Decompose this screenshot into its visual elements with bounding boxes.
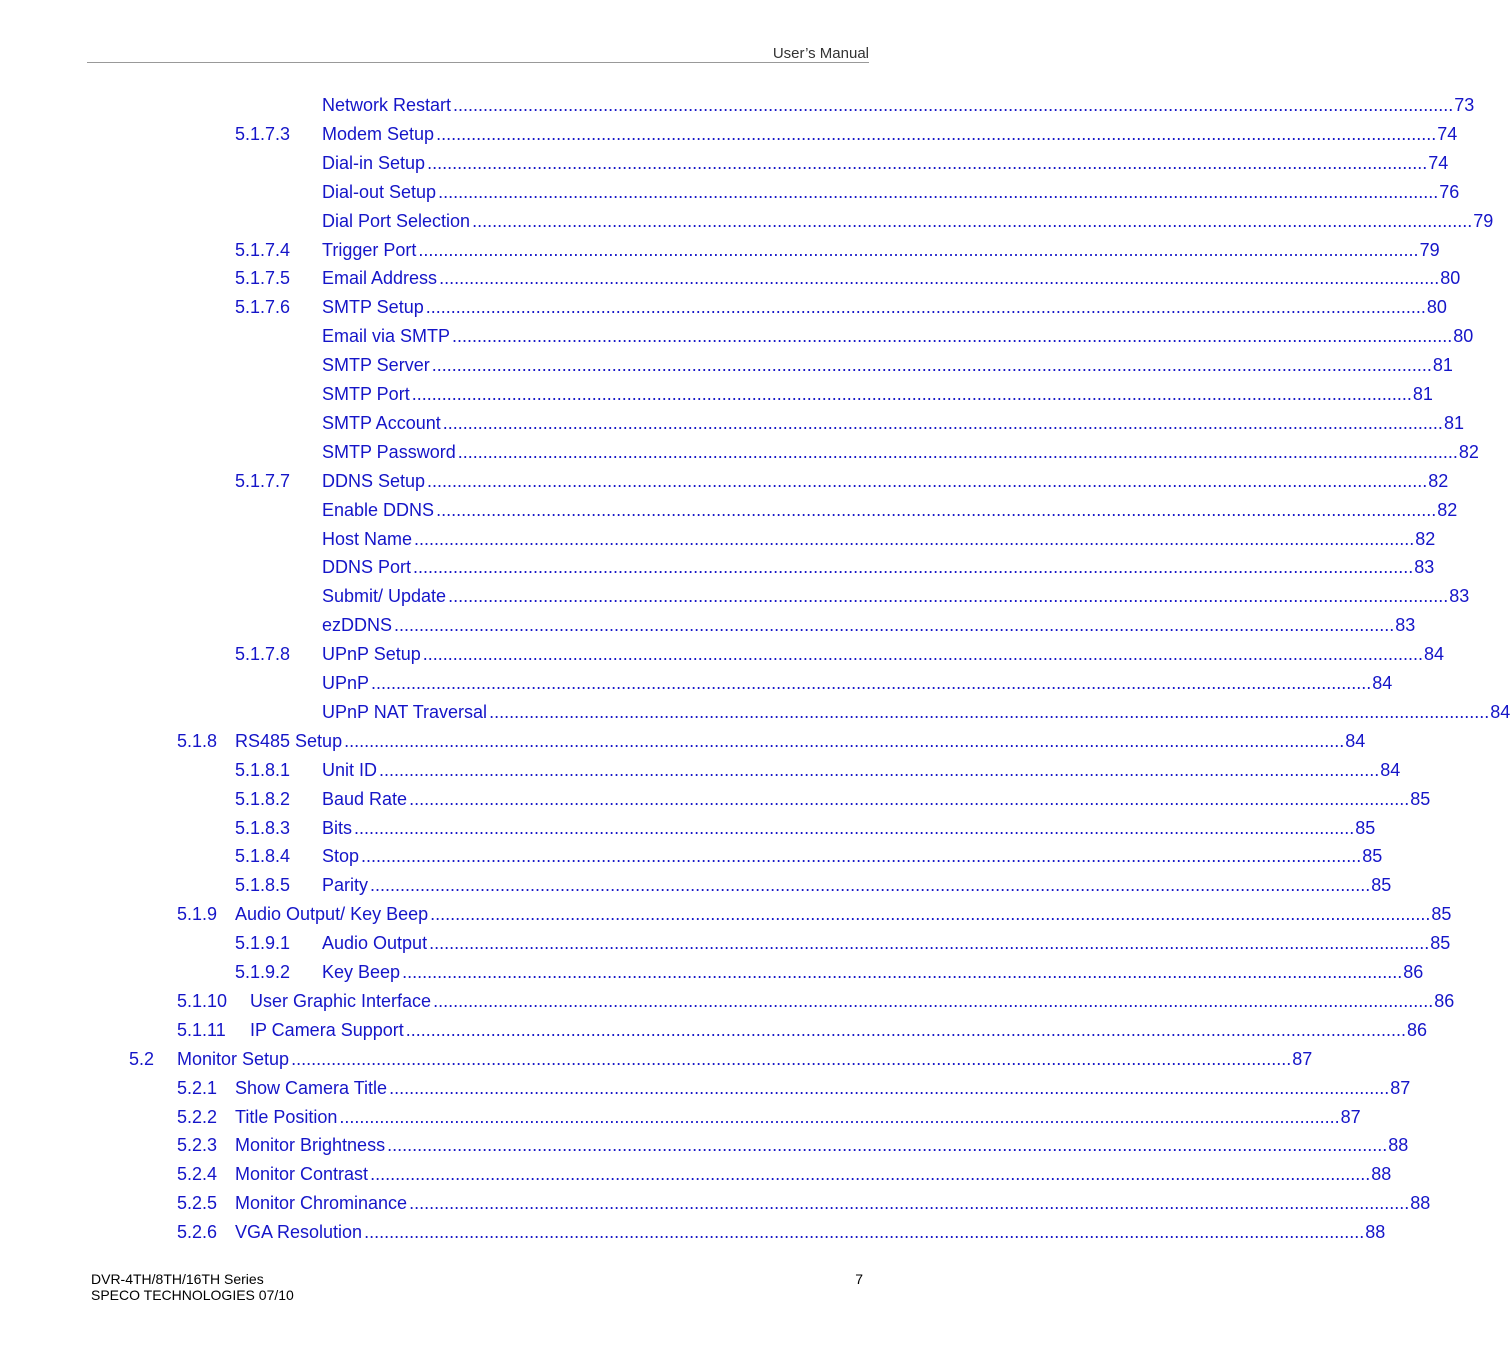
toc-entry-title[interactable]: Dial Port Selection (322, 210, 471, 231)
toc-entry-title[interactable]: UPnP Setup (322, 644, 421, 665)
toc-page-number[interactable]: 79 (1419, 239, 1440, 260)
toc-entry-title[interactable]: UPnP NAT Traversal (322, 701, 488, 722)
toc-entry-title[interactable]: ezDDNS (322, 615, 393, 636)
toc-row[interactable] (0, 409, 1464, 437)
toc-page-number[interactable]: 76 (1439, 181, 1460, 202)
toc-section-number: 5.1.7.5 (235, 268, 291, 289)
toc-page-number[interactable]: 83 (1449, 586, 1470, 607)
toc-entry-title[interactable]: IP Camera Support (250, 1019, 404, 1040)
toc-entry-title[interactable]: Modem Setup (322, 123, 435, 144)
toc-entry-title[interactable]: Monitor Setup (177, 1048, 290, 1069)
toc-page-number[interactable]: 80 (1453, 326, 1474, 347)
toc-section-number: 5.2.1 (177, 1077, 218, 1098)
toc-row[interactable] (0, 611, 1416, 639)
toc-page-number[interactable]: 84 (1490, 701, 1510, 722)
toc-dot-leader: ........................................................................................................................................................................................................ (409, 1193, 1410, 1214)
toc-entry-title[interactable]: Parity (322, 875, 369, 896)
toc-section-number: 5.1.7.3 (235, 123, 291, 144)
toc-dot-leader: ........................................................................................................................................................................................................ (291, 1048, 1292, 1069)
page-number: 7 (855, 1271, 863, 1287)
toc-row[interactable] (0, 496, 1458, 524)
toc-page-number[interactable]: 80 (1426, 297, 1447, 318)
toc-dot-leader: ........................................................................................................................................................................................................ (438, 181, 1439, 202)
toc-row[interactable] (0, 1103, 1361, 1131)
footer-company: SPECO TECHNOLOGIES 07/10 (91, 1287, 294, 1303)
toc-dot-leader: ........................................................................................................................................................................................................ (418, 239, 1419, 260)
toc-section-number: 5.2.2 (177, 1106, 218, 1127)
toc-dot-leader: ........................................................................................................................................................................................................ (387, 1135, 1388, 1156)
toc-entry-title[interactable]: User Graphic Interface (250, 990, 432, 1011)
toc-section-number: 5.1.8.5 (235, 875, 291, 896)
toc-page-number[interactable]: 85 (1362, 846, 1383, 867)
toc-entry-title[interactable]: Stop (322, 846, 360, 867)
toc-row[interactable] (0, 149, 1449, 177)
toc-dot-leader: ........................................................................................................................................................................................................ (448, 586, 1449, 607)
toc-row[interactable] (0, 351, 1453, 379)
toc-entry-title[interactable]: Show Camera Title (235, 1077, 388, 1098)
toc-dot-leader: ........................................................................................................................................................................................................ (452, 326, 1453, 347)
toc-dot-leader: ........................................................................................................................................................................................................ (427, 152, 1428, 173)
toc-section-number: 5.2.4 (177, 1164, 218, 1185)
toc-dot-leader: ........................................................................................................................................................................................................ (429, 933, 1430, 954)
toc-dot-leader: ........................................................................................................................................................................................................ (411, 384, 1412, 404)
toc-page-number[interactable]: 84 (1345, 730, 1366, 751)
toc-entry-title[interactable]: Baud Rate (322, 788, 408, 809)
toc-entry-title[interactable]: Unit ID (322, 759, 378, 780)
toc-row[interactable] (0, 842, 1383, 870)
toc-row[interactable] (0, 264, 1461, 292)
toc-row[interactable] (0, 207, 1494, 235)
toc-row[interactable] (0, 1160, 1392, 1188)
toc-entry-title[interactable]: Host Name (322, 528, 413, 549)
toc-entry-title[interactable]: Submit/ Update (322, 586, 447, 607)
toc-section-number: 5.1.11 (177, 1019, 226, 1040)
toc-row[interactable] (0, 178, 1460, 206)
toc-section-number: 5.1.7.6 (235, 297, 291, 318)
toc-page-number[interactable]: 87 (1390, 1077, 1411, 1098)
toc-page-number[interactable]: 84 (1372, 673, 1393, 693)
toc-entry-title[interactable]: VGA Resolution (235, 1222, 363, 1243)
toc-row[interactable] (0, 640, 1444, 668)
toc-entry-title[interactable]: Key Beep (322, 962, 401, 982)
toc-page-number[interactable]: 85 (1371, 875, 1392, 896)
toc-section-number: 5.1.8.1 (235, 759, 291, 780)
toc-row[interactable] (0, 467, 1449, 495)
toc-dot-leader: ........................................................................................................................................................................................................ (427, 470, 1428, 491)
toc-row[interactable] (0, 525, 1436, 553)
toc-row[interactable] (0, 1074, 1411, 1102)
toc-page-number[interactable]: 83 (1414, 557, 1435, 578)
toc-page-number[interactable]: 74 (1437, 123, 1458, 144)
toc-row[interactable] (0, 582, 1470, 610)
toc-page-number[interactable]: 85 (1431, 904, 1452, 925)
toc-dot-leader: ........................................................................................................................................................................................................ (394, 615, 1395, 636)
toc-page-number[interactable]: 88 (1410, 1193, 1431, 1214)
toc-dot-leader: ........................................................................................................................................................................................................ (430, 904, 1431, 925)
toc-page-number[interactable]: 82 (1428, 470, 1449, 491)
toc-page-number[interactable]: 84 (1380, 759, 1401, 780)
toc-page-number[interactable]: 73 (1454, 95, 1475, 115)
toc-page-number[interactable]: 83 (1395, 615, 1416, 636)
header-rule (87, 62, 869, 63)
toc-dot-leader: ........................................................................................................................................................................................................ (436, 499, 1437, 520)
toc-dot-leader: ........................................................................................................................................................................................................ (370, 1164, 1371, 1185)
toc-dot-leader: ........................................................................................................................................................................................................ (339, 1106, 1340, 1127)
toc-section-number: 5.1.7.8 (235, 644, 291, 665)
toc-page-number[interactable]: 86 (1434, 990, 1455, 1011)
toc-entry-title[interactable]: Trigger Port (322, 239, 417, 260)
toc-row[interactable] (0, 1189, 1431, 1217)
toc-dot-leader: ........................................................................................................................................................................................................ (354, 817, 1355, 838)
toc-row[interactable] (0, 727, 1366, 755)
toc-section-number: 5.2.3 (177, 1135, 218, 1156)
toc-entry-title[interactable]: Bits (322, 817, 353, 838)
toc-row[interactable] (0, 814, 1376, 842)
toc-entry-title[interactable]: Email via SMTP (322, 326, 451, 347)
toc-section-number: 5.1.8.2 (235, 788, 291, 809)
toc-entry-title[interactable]: Enable DDNS (322, 499, 435, 520)
toc-entry-title[interactable]: Monitor Brightness (235, 1135, 386, 1156)
toc-row[interactable] (0, 669, 1393, 697)
toc-row[interactable] (0, 1045, 1313, 1073)
toc-page-number[interactable]: 84 (1423, 644, 1444, 665)
toc-row[interactable] (0, 785, 1431, 813)
toc-page-number[interactable]: 88 (1388, 1135, 1409, 1156)
toc-entry-title[interactable]: Dial-in Setup (322, 152, 426, 173)
toc-entry-title[interactable]: UPnP (322, 673, 370, 693)
toc-dot-leader: ........................................................................................................................................................................................................ (370, 875, 1371, 896)
toc-section-number: 5.1.9.2 (235, 962, 291, 982)
toc-page-number[interactable]: 82 (1437, 499, 1458, 520)
toc-entry-title[interactable]: Dial-out Setup (322, 181, 437, 202)
toc-row[interactable] (0, 987, 1455, 1015)
toc-entry-title[interactable]: Email Address (322, 268, 438, 289)
toc-section-number: 5.2.6 (177, 1222, 218, 1243)
toc-dot-leader: ........................................................................................................................................................................................................ (442, 412, 1443, 433)
toc-section-number: 5.1.9 (177, 904, 218, 925)
toc-dot-leader: ........................................................................................................................................................................................................ (489, 701, 1490, 722)
toc-page-number[interactable]: 79 (1473, 210, 1494, 231)
toc-entry-title[interactable]: SMTP Setup (322, 297, 424, 318)
toc-entry-title[interactable]: SMTP Port (322, 384, 410, 404)
toc-row[interactable] (0, 958, 1424, 986)
toc-dot-leader: ........................................................................................................................................................................................................ (439, 268, 1440, 289)
toc-dot-leader: ........................................................................................................................................................................................................ (409, 788, 1410, 809)
toc-row[interactable] (0, 380, 1433, 408)
toc-row[interactable] (0, 900, 1452, 928)
toc-entry-title[interactable]: Title Position (235, 1106, 338, 1127)
toc-dot-leader: ........................................................................................................................................................................................................ (433, 990, 1434, 1011)
toc-row[interactable] (0, 236, 1440, 264)
toc-entry-title[interactable]: SMTP Password (322, 441, 456, 462)
toc-dot-leader: ........................................................................................................................................................................................................ (436, 123, 1437, 144)
footer-info (91, 1271, 294, 1303)
toc-entry-title[interactable]: Audio Output (322, 933, 428, 954)
toc-entry-title[interactable]: Audio Output/ Key Beep (235, 904, 429, 925)
toc-page-number[interactable]: 87 (1292, 1048, 1313, 1069)
toc-row[interactable] (0, 698, 1510, 726)
toc-dot-leader: ........................................................................................................................................................................................................ (425, 297, 1426, 318)
toc-entry-title[interactable]: DDNS Setup (322, 470, 426, 491)
toc-dot-leader: ........................................................................................................................................................................................................ (472, 210, 1473, 231)
toc-page-number[interactable]: 81 (1432, 355, 1453, 376)
toc-section-number: 5.2.5 (177, 1193, 218, 1214)
toc-row[interactable] (0, 322, 1474, 350)
toc-entry-title[interactable]: SMTP Server (322, 355, 430, 376)
toc-entry-title[interactable]: Monitor Contrast (235, 1164, 369, 1185)
toc-page-number[interactable]: 88 (1365, 1222, 1386, 1243)
toc-entry-title[interactable]: RS485 Setup (235, 730, 343, 751)
toc-dot-leader: ........................................................................................................................................................................................................ (405, 1019, 1406, 1040)
toc-section-number: 5.1.8 (177, 730, 218, 751)
toc-dot-leader: ........................................................................................................................................................................................................ (379, 759, 1380, 780)
toc-dot-leader: ........................................................................................................................................................................................................ (413, 557, 1414, 578)
toc-dot-leader: ........................................................................................................................................................................................................ (371, 673, 1372, 693)
toc-entry-title[interactable]: SMTP Account (322, 412, 441, 433)
toc-dot-leader: ........................................................................................................................................................................................................ (414, 528, 1415, 549)
toc-row[interactable] (0, 756, 1401, 784)
toc-page-number[interactable]: 80 (1440, 268, 1461, 289)
toc-dot-leader: ........................................................................................................................................................................................................ (364, 1222, 1365, 1243)
toc-page-number[interactable]: 88 (1371, 1164, 1392, 1185)
toc-row[interactable] (0, 1218, 1386, 1246)
toc-page-number[interactable]: 87 (1340, 1106, 1361, 1127)
toc-row[interactable] (0, 1131, 1409, 1159)
toc-row[interactable] (0, 929, 1451, 957)
toc-row[interactable] (0, 438, 1479, 466)
toc-section-number: 5.2 (129, 1048, 155, 1069)
header-title: User’s Manual (772, 45, 869, 62)
toc-page-number[interactable]: 85 (1355, 817, 1376, 838)
toc-dot-leader: ........................................................................................................................................................................................................ (422, 644, 1423, 665)
toc-page-number[interactable]: 82 (1415, 528, 1436, 549)
toc-row[interactable] (0, 120, 1458, 148)
toc-dot-leader: ........................................................................................................................................................................................................ (431, 355, 1432, 376)
toc-dot-leader: ........................................................................................................................................................................................................ (402, 962, 1403, 982)
toc-dot-leader: ........................................................................................................................................................................................................ (361, 846, 1362, 867)
toc-page-number[interactable]: 74 (1428, 152, 1449, 173)
toc-page-number[interactable]: 85 (1430, 933, 1451, 954)
toc-page-number[interactable]: 86 (1403, 962, 1424, 982)
toc-row[interactable] (0, 293, 1447, 321)
toc-dot-leader: ........................................................................................................................................................................................................ (453, 95, 1454, 115)
toc-section-number: 5.1.10 (177, 990, 228, 1011)
toc-row[interactable] (0, 553, 1435, 581)
toc-page-number[interactable]: 81 (1412, 384, 1433, 404)
toc-dot-leader: ........................................................................................................................................................................................................ (389, 1077, 1390, 1098)
toc-page-number[interactable]: 86 (1406, 1019, 1427, 1040)
toc-section-number: 5.1.7.7 (235, 470, 291, 491)
toc-section-number: 5.1.8.4 (235, 846, 291, 867)
toc-page-number[interactable]: 85 (1410, 788, 1431, 809)
toc-entry-title[interactable]: Network Restart (322, 95, 452, 115)
toc-page-number[interactable]: 82 (1458, 441, 1479, 462)
toc-dot-leader: ........................................................................................................................................................................................................ (457, 441, 1458, 462)
toc-entry-title[interactable]: Monitor Chrominance (235, 1193, 408, 1214)
toc-section-number: 5.1.9.1 (235, 933, 291, 954)
toc-page-number[interactable]: 81 (1443, 412, 1464, 433)
toc-dot-leader: ........................................................................................................................................................................................................ (344, 730, 1345, 751)
footer-product: DVR-4TH/8TH/16TH Series (91, 1271, 264, 1287)
toc-section-number: 5.1.8.3 (235, 817, 291, 838)
toc-row[interactable] (0, 91, 1475, 119)
toc-row[interactable] (0, 1016, 1427, 1044)
toc-section-number: 5.1.7.4 (235, 239, 291, 260)
toc-row[interactable] (0, 871, 1392, 899)
toc-entry-title[interactable]: DDNS Port (322, 557, 412, 578)
